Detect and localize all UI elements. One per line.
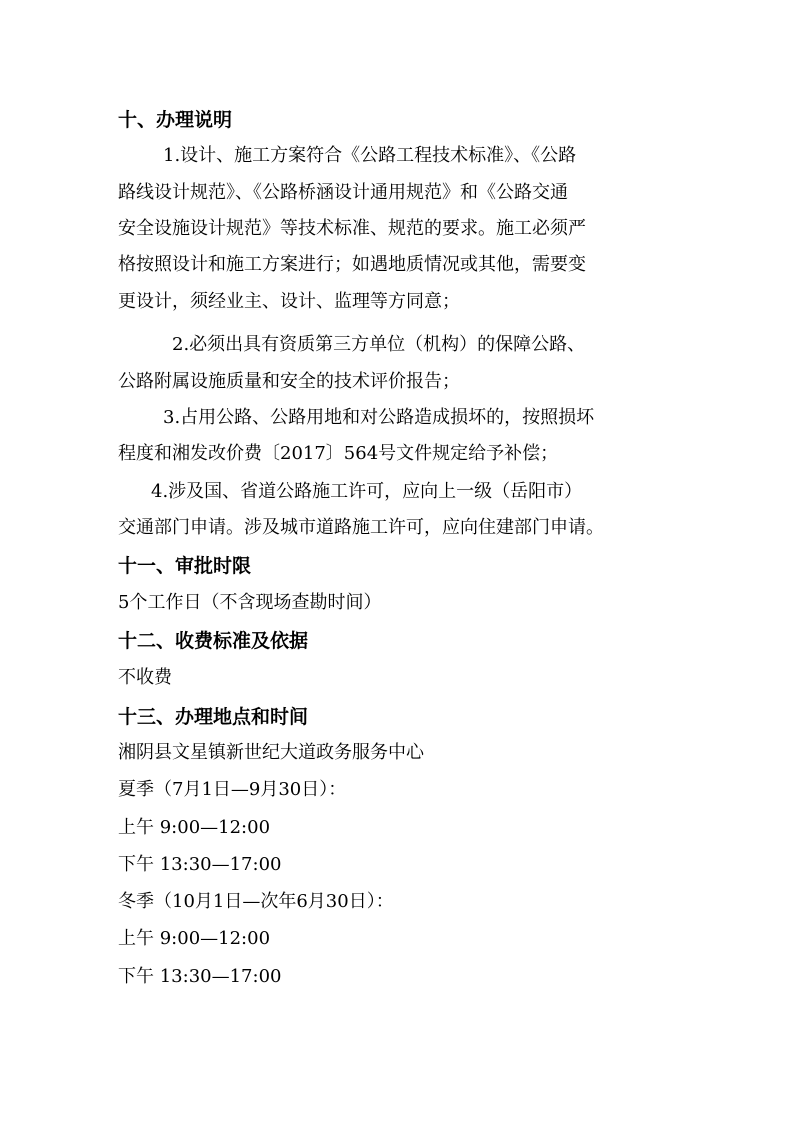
heading-approval-time: 十一、审批时限 <box>118 555 252 577</box>
fees-text: 不收费 <box>118 667 172 688</box>
instructions-line: 路线设计规范》、《公路桥涵设计通用规范》和《公路交通 <box>118 182 568 203</box>
instructions-line: 安全设施设计规范》等技术标准、规范的要求。施工必须严 <box>118 218 586 239</box>
instructions-line: 4.涉及国、省道公路施工许可，应向上一级（岳阳市） <box>151 481 583 502</box>
location-text: 湘阴县文星镇新世纪大道政务服务中心 <box>118 742 424 763</box>
instructions-line: 程度和湘发改价费〔2017〕564号文件规定给予补偿； <box>118 443 559 464</box>
summer-morning-hours: 上午 9:00—12:00 <box>118 817 271 838</box>
instructions-line: 1.设计、施工方案符合《公路工程技术标准》、《公路 <box>163 145 577 166</box>
instructions-line: 交通部门申请。涉及城市道路施工许可，应向住建部门申请。 <box>118 517 604 538</box>
instructions-line: 3.占用公路、公路用地和对公路造成损坏的，按照损坏 <box>163 407 595 428</box>
winter-morning-hours: 上午 9:00—12:00 <box>118 928 271 949</box>
instructions-line: 2.必须出具有资质第三方单位（机构）的保障公路、 <box>172 334 586 355</box>
heading-location-hours: 十三、办理地点和时间 <box>118 706 309 728</box>
instructions-line: 更设计，须经业主、设计、监理等方同意； <box>118 291 460 312</box>
summer-label: 夏季（7月1日—9月30日）： <box>118 779 347 800</box>
approval-time-text: 5个工作日（不含现场查勘时间） <box>118 592 382 613</box>
winter-label: 冬季（10月1日—次年6月30日）： <box>118 891 394 912</box>
heading-fees: 十二、收费标准及依据 <box>118 630 309 652</box>
instructions-line: 格按照设计和施工方案进行；如遇地质情况或其他，需要变 <box>118 254 586 275</box>
instructions-line: 公路附属设施质量和安全的技术评价报告； <box>118 371 460 392</box>
winter-afternoon-hours: 下午 13:30—17:00 <box>118 966 282 987</box>
heading-instructions: 十、办理说明 <box>118 109 233 131</box>
summer-afternoon-hours: 下午 13:30—17:00 <box>118 854 282 875</box>
